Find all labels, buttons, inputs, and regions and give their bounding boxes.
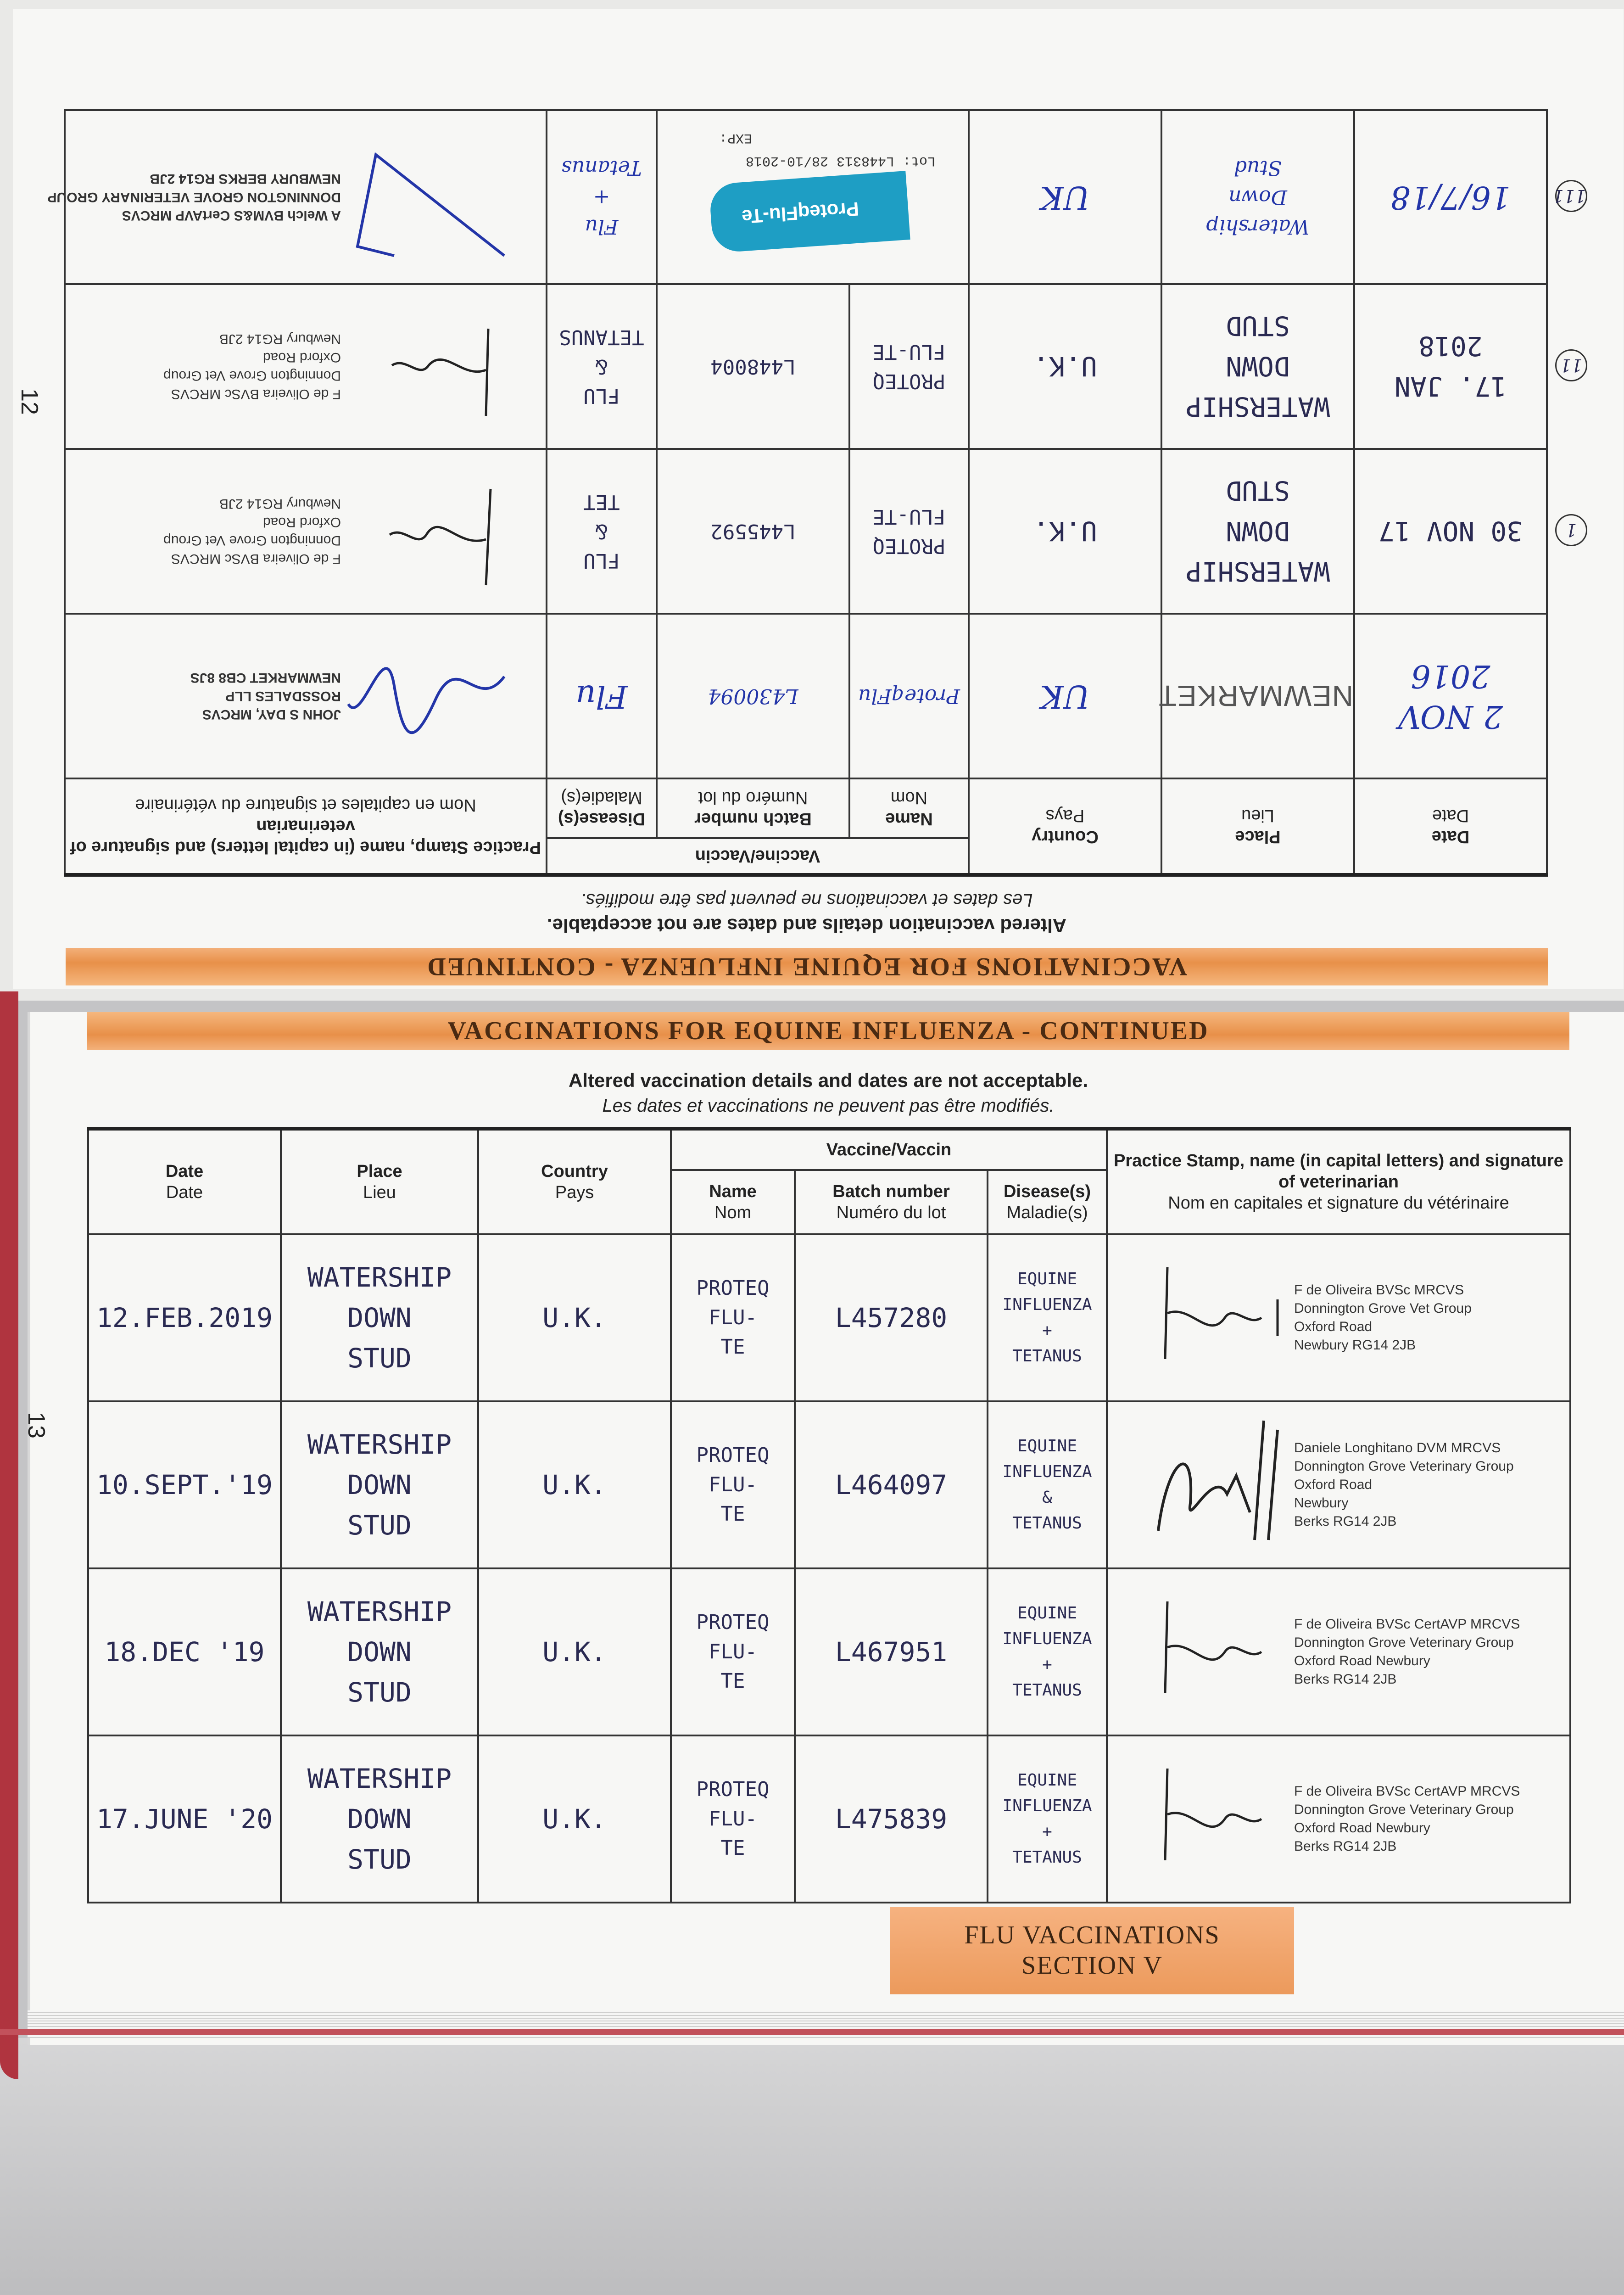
cell-disease: FLU & TETANUS	[547, 284, 657, 449]
cell-batch: L467951	[795, 1568, 988, 1735]
cell-country: UK	[969, 614, 1161, 778]
signature-mark	[339, 631, 513, 768]
cell-name: PROTEQ FLU- TE	[671, 1234, 795, 1401]
signature-mark	[339, 301, 513, 439]
header-vaccine: Vaccine/Vaccin	[671, 1129, 1107, 1170]
cell-name-batch	[657, 110, 969, 284]
cell-place: NEWMARKET	[1161, 614, 1354, 778]
cell-country: U.K.	[478, 1234, 671, 1401]
cell-disease: EQUINE INFLUENZA & TETANUS	[988, 1401, 1107, 1568]
upper-banner: VACCINATIONS FOR EQUINE INFLUENZA - CONTINUED	[66, 948, 1548, 985]
cell-stamp	[47, 110, 547, 284]
cell-date: 30 NOV 17 1	[1354, 449, 1547, 614]
cell-disease: EQUINE INFLUENZA + TETANUS	[988, 1568, 1107, 1735]
proteq-sticker: ProteqFlu-Te	[709, 171, 910, 253]
cell-place: WATERSHIP DOWN STUD	[281, 1735, 478, 1903]
upper-header-batch: Batch number Numéro du lot	[657, 778, 849, 838]
cell-name: PROTEQ FLU- TE	[671, 1735, 795, 1903]
signature-mark	[339, 466, 513, 604]
cell-date: 18.DEC '19	[88, 1568, 281, 1735]
table-row	[65, 110, 1547, 284]
cell-disease: FLU & TET	[547, 449, 657, 614]
cell-place: WATERSHIP DOWN STUD	[281, 1568, 478, 1735]
upper-header-vaccine: Vaccine/Vaccin	[547, 838, 969, 875]
vet-stamp: JOHN S DAY, MRCVS ROSSDALES LLP NEWMARKET CB8 8JS	[190, 670, 341, 722]
signature-mark	[1140, 1411, 1314, 1549]
row-mark: 1	[1555, 514, 1587, 546]
cell-country: U.K.	[478, 1735, 671, 1903]
signature-mark	[339, 136, 513, 274]
vet-stamp: Daniele Longhitano DVM MRCVS Donnington Grove Veterinary Group Oxford Road Newbury Berks RG14 2JB	[1294, 1440, 1514, 1529]
cell-name: PROTEQ FLU-TE	[849, 284, 969, 449]
header-name: Name Nom	[671, 1170, 795, 1234]
vet-stamp: A Welch BVM&S CertAVP MRCVS DONNINGTON GROVE VETERINARY GROUP NEWBURY BERKS RG14 2JB	[47, 171, 341, 224]
cell-country: U.K.	[478, 1401, 671, 1568]
vet-stamp: F de Oliveira BVSc CertAVP MRCVS Donnington Grove Veterinary Group Oxford Road Newbury Berks RG14 2JB	[1294, 1617, 1520, 1687]
cell-disease: Flu + Tetanus	[547, 110, 657, 284]
cell-date: 16/7/18 111	[1354, 110, 1547, 284]
vet-stamp: F de Oliveira BVSc MRCVS Donnington Grove Vet Group Oxford Road Newbury RG14 2JB	[163, 496, 341, 567]
vet-stamp: F de Oliveira BVSc MRCVS Donnington Grove Vet Group Oxford Road Newbury RG14 2JB	[163, 331, 341, 402]
table-row	[88, 1401, 1570, 1568]
upper-vaccination-table	[47, 109, 1586, 877]
cell-disease: EQUINE INFLUENZA + TETANUS	[988, 1735, 1107, 1903]
cell-country: UK	[969, 110, 1161, 284]
upper-header-stamp: Practice Stamp, name (in capital letters) and signature of veterinarian Nom en capitales et signature du vétérinaire	[65, 778, 547, 875]
cell-country: U.K.	[969, 449, 1161, 614]
cell-place: Watership Down Stud	[1161, 110, 1354, 284]
cell-date: 2 NOV 2016	[1354, 614, 1547, 778]
row-mark: 11	[1555, 349, 1587, 381]
upper-page-number: 12	[16, 388, 43, 415]
header-stamp: Practice Stamp, name (in capital letters) and signature of veterinarian Nom en capitales et signature du vétérinaire	[1107, 1129, 1570, 1234]
cell-name: PROTEQ FLU- TE	[671, 1568, 795, 1735]
cell-place: WATERSHIP DOWN STUD	[1161, 284, 1354, 449]
lower-banner: VACCINATIONS FOR EQUINE INFLUENZA - CONTINUED	[87, 1012, 1569, 1050]
table-row	[88, 1735, 1570, 1903]
cell-stamp	[1107, 1401, 1570, 1568]
lower-page	[22, 1012, 1624, 2045]
vet-stamp: F de Oliveira BVSc MRCVS Donnington Grove Vet Group Oxford Road Newbury RG14 2JB	[1294, 1282, 1472, 1353]
vet-stamp: F de Oliveira BVSc CertAVP MRCVS Donnington Grove Veterinary Group Oxford Road Newbury Berks RG14 2JB	[1294, 1784, 1520, 1854]
upper-header-place: Place Lieu	[1161, 778, 1354, 875]
signature-mark	[1140, 1746, 1314, 1883]
header-place: Place Lieu	[281, 1129, 478, 1234]
sticker-lot: Lot: L448313 28/10-2018	[745, 153, 936, 168]
header-country: Country Pays	[478, 1129, 671, 1234]
cell-place: WATERSHIP DOWN STUD	[281, 1234, 478, 1401]
section-label-line-1: FLU VACCINATIONS	[964, 1921, 1220, 1949]
table-row	[88, 1234, 1570, 1401]
cell-stamp	[1107, 1568, 1570, 1735]
header-date: Date Date	[88, 1129, 281, 1234]
lower-warning-en: Altered vaccination details and dates are not acceptable.	[568, 1069, 1088, 1091]
cell-date: 12.FEB.2019	[88, 1234, 281, 1401]
cell-name: ProteqFlu	[849, 614, 969, 778]
upper-header-name: Name Nom	[849, 778, 969, 838]
cell-batch: L448004	[657, 284, 849, 449]
header-row-1	[88, 1129, 1570, 1170]
cell-disease: Flu	[547, 614, 657, 778]
row-mark: 111	[1555, 180, 1587, 212]
upper-header-country: Country Pays	[969, 778, 1161, 875]
upper-warning-en: Altered vaccination details and dates are not acceptable.	[547, 915, 1067, 936]
cell-batch: L430094	[657, 614, 849, 778]
cell-batch: L475839	[795, 1735, 988, 1903]
cell-batch: L445592	[657, 449, 849, 614]
cell-batch: L457280	[795, 1234, 988, 1401]
lower-warning-fr: Les dates et vaccinations ne peuvent pas être modifiés.	[602, 1096, 1055, 1116]
header-batch: Batch number Numéro du lot	[795, 1170, 988, 1234]
cell-name: PROTEQ FLU-TE	[849, 449, 969, 614]
passport-cover-edge	[0, 991, 18, 2079]
cell-stamp	[1107, 1735, 1570, 1903]
cell-date: 17. JAN 2018 11	[1354, 284, 1547, 449]
table-row	[65, 449, 1547, 614]
cell-country: U.K.	[969, 284, 1161, 449]
scanner-background-bottom	[0, 2038, 1624, 2295]
section-label-line-2: SECTION V	[1021, 1951, 1163, 1980]
table-row	[88, 1568, 1570, 1735]
sticker-exp: EXP:	[719, 130, 752, 146]
header-disease: Disease(s) Maladie(s)	[988, 1170, 1107, 1234]
upper-page-rotated	[13, 9, 1624, 989]
cell-stamp	[65, 614, 547, 778]
signature-mark	[1140, 1244, 1314, 1382]
lower-vaccination-table	[87, 1127, 1571, 1903]
cell-stamp	[1107, 1234, 1570, 1401]
upper-header-row-1	[65, 838, 1547, 875]
cell-date: 10.SEPT.'19	[88, 1401, 281, 1568]
lower-page-number: 13	[22, 1412, 50, 1439]
cell-place: WATERSHIP DOWN STUD	[1161, 449, 1354, 614]
cell-date: 17.JUNE '20	[88, 1735, 281, 1903]
signature-mark	[1140, 1579, 1314, 1716]
upper-warning-fr: Les dates et vaccinations ne peuvent pas être modifiés.	[580, 890, 1033, 910]
cell-disease: EQUINE INFLUENZA + TETANUS	[988, 1234, 1107, 1401]
cell-batch: L464097	[795, 1401, 988, 1568]
section-label	[890, 1907, 1294, 1994]
cell-country: U.K.	[478, 1568, 671, 1735]
table-row	[65, 284, 1547, 449]
upper-header-date: Date Date	[1354, 778, 1547, 875]
cell-place: WATERSHIP DOWN STUD	[281, 1401, 478, 1568]
upper-header-disease: Disease(s) Maladie(s)	[547, 778, 657, 838]
cell-name: PROTEQ FLU- TE	[671, 1401, 795, 1568]
cell-stamp	[65, 284, 547, 449]
cell-stamp	[65, 449, 547, 614]
table-row	[65, 614, 1547, 778]
